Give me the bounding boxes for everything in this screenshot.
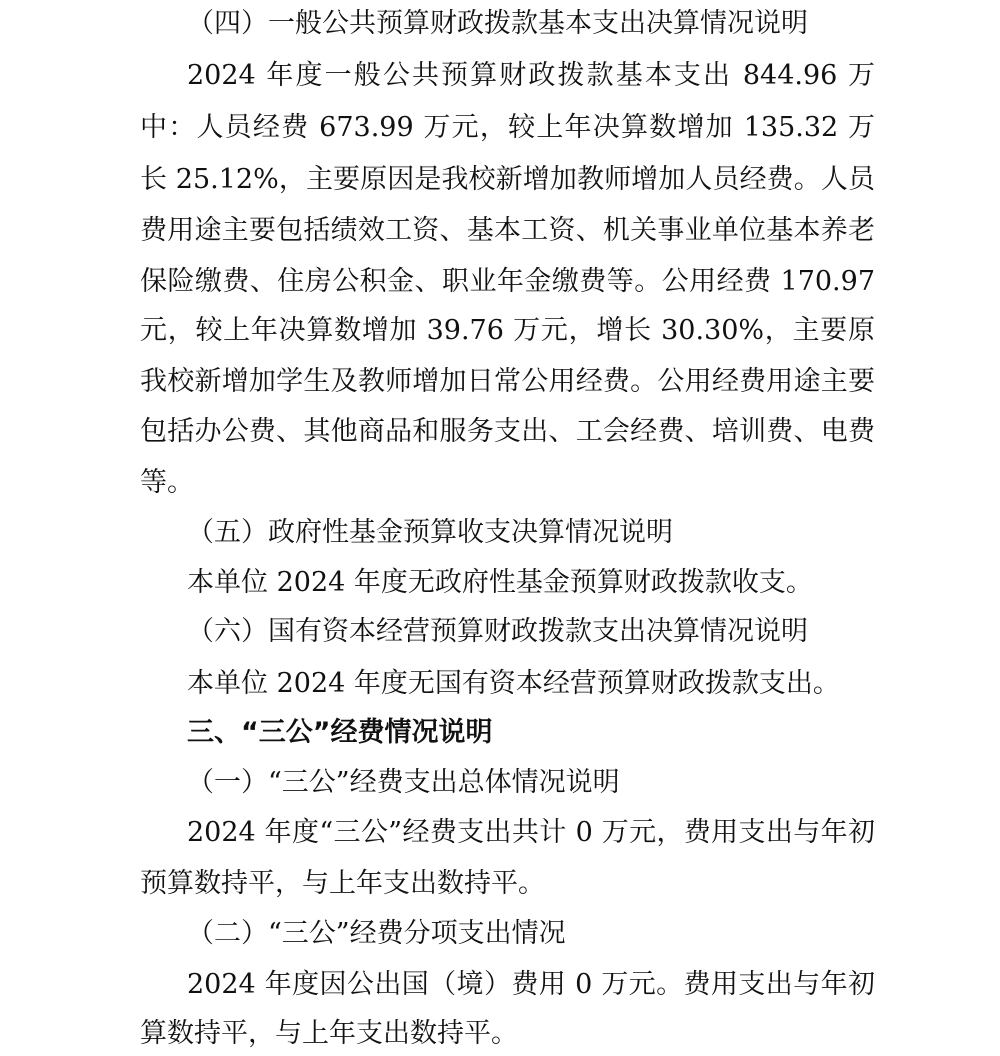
paragraph-line: 长 25.12%，主要原因是我校新增加教师增加人员经费。人员	[140, 164, 875, 195]
section-heading-5: （五）政府性基金预算收支决算情况说明	[187, 517, 673, 548]
subsection-heading-1: （一）“三公”经费支出总体情况说明	[187, 767, 620, 798]
subsection-heading-2: （二）“三公”经费分项支出情况	[187, 918, 566, 949]
paragraph-line: 我校新增加学生及教师增加日常公用经费。公用经费用途主要	[140, 366, 875, 397]
paragraph-line-last: 等。	[140, 467, 194, 498]
section-heading-6: （六）国有资本经营预算财政拨款支出决算情况说明	[187, 616, 808, 647]
paragraph-line: 包括办公费、其他商品和服务支出、工会经费、培训费、电费	[140, 416, 875, 447]
paragraph-line: 费用途主要包括绩效工资、基本工资、机关事业单位基本养老	[140, 215, 875, 246]
paragraph-line-last: 算数持平，与上年支出数持平。	[140, 1018, 518, 1049]
paragraph-line: 2024 年度“三公”经费支出共计 0 万元，费用支出与年初	[187, 817, 875, 848]
paragraph-line: 中：人员经费 673.99 万元，较上年决算数增加 135.32 万	[140, 112, 875, 143]
paragraph-line: 2024 年度因公出国（境）费用 0 万元。费用支出与年初	[187, 969, 875, 1000]
paragraph-line: 保险缴费、住房公积金、职业年金缴费等。公用经费 170.97	[140, 266, 875, 297]
section-heading-4: （四）一般公共预算财政拨款基本支出决算情况说明	[187, 8, 808, 39]
paragraph-line-last: 预算数持平，与上年支出数持平。	[140, 868, 545, 899]
paragraph-line: 2024 年度一般公共预算财政拨款基本支出 844.96 万	[187, 60, 875, 91]
chapter-heading-3: 三、“三公”经费情况说明	[187, 717, 493, 748]
paragraph-line: 元，较上年决算数增加 39.76 万元，增长 30.30%，主要原	[140, 315, 875, 346]
paragraph-line: 本单位 2024 年度无国有资本经营预算财政拨款支出。	[187, 668, 840, 699]
paragraph-line: 本单位 2024 年度无政府性基金预算财政拨款收支。	[187, 567, 813, 598]
